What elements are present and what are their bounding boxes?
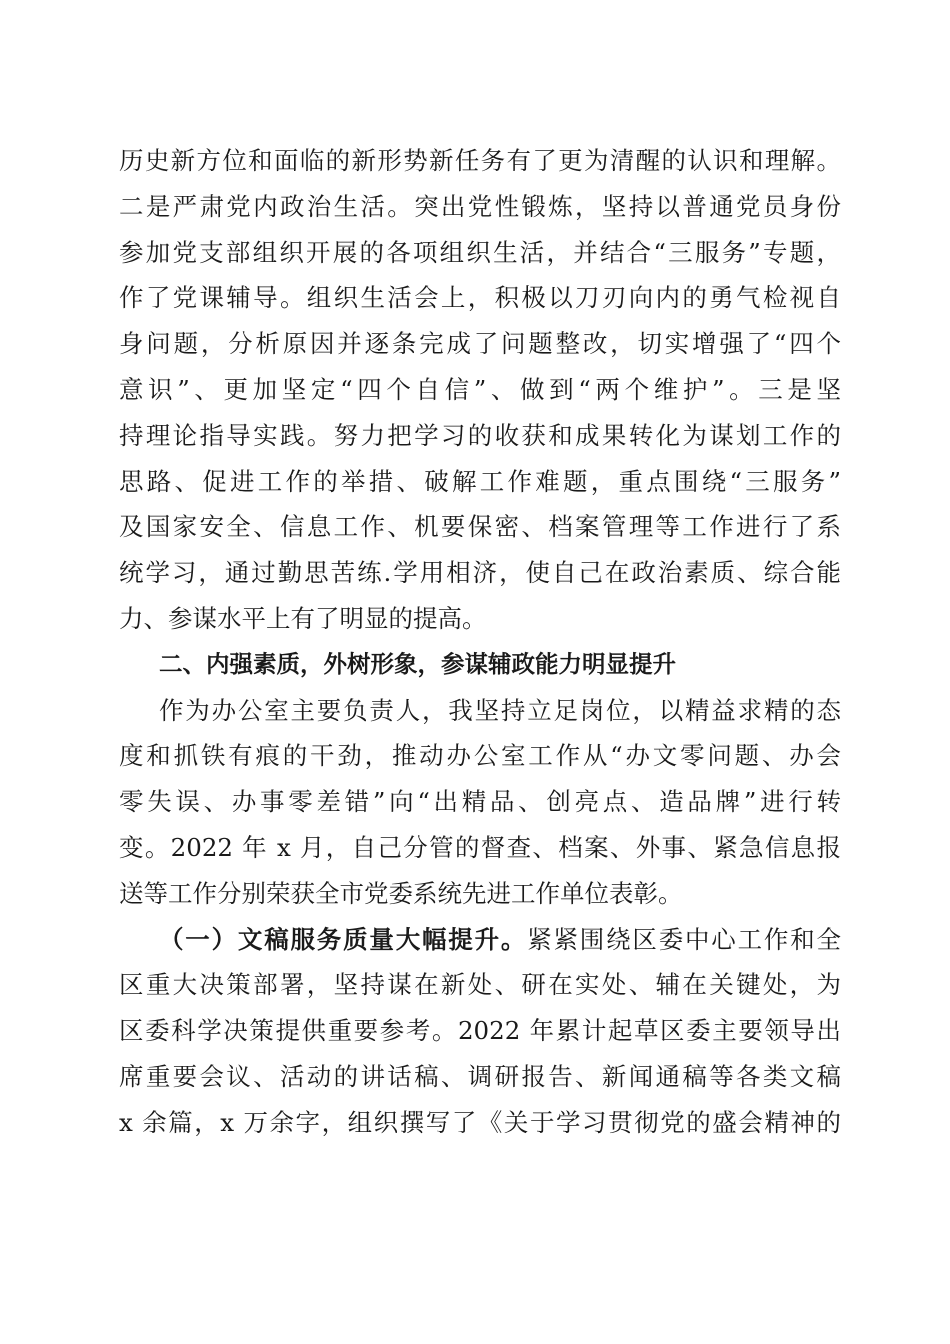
text-line: 零失误、办事零差错”向“出精品、创亮点、造品牌”进行转 — [119, 787, 841, 817]
subsection-lead: （一）文稿服务质量大幅提升。 — [159, 924, 528, 954]
text-line: 度和抓铁有痕的干劲，推动办公室工作从“办文零问题、办会 — [119, 741, 841, 771]
text-line: 变。2022 年 x 月，自己分管的督查、档案、外事、紧急信息报 — [119, 832, 841, 862]
text-line: 送等工作分别荣获全市党委系统先进工作单位表彰。 — [119, 878, 683, 908]
text-line: 意识”、更加坚定“四个自信”、做到“两个维护”。三是坚 — [119, 374, 841, 404]
text-line: 思路、促进工作的举措、破解工作难题，重点围绕“三服务” — [119, 466, 841, 496]
section-heading: 二、内强素质，外树形象，参谋辅政能力明显提升 — [159, 649, 676, 678]
text-line: x 余篇，x 万余字，组织撰写了《关于学习贯彻党的盛会精神的 — [119, 1107, 841, 1137]
text-line: 作了党课辅导。组织生活会上，积极以刀刃向内的勇气检视自 — [119, 283, 841, 313]
text-line: 身问题，分析原因并逐条完成了问题整改，切实增强了“四个 — [119, 329, 841, 359]
text-run: 紧紧围绕区委中心工作和全 — [527, 924, 842, 954]
text-line: 区重大决策部署，坚持谋在新处、研在实处、辅在关键处，为 — [119, 970, 841, 1000]
text-line: 力、参谋水平上有了明显的提高。 — [119, 603, 487, 633]
text-line: 统学习，通过勤思苦练.学用相济，使自己在政治素质、综合能 — [119, 558, 841, 588]
paragraph-office-work — [119, 688, 841, 917]
text-line: 席重要会议、活动的讲话稿、调研报告、新闻通稿等各类文稿 — [119, 1061, 841, 1091]
text-line: 作为办公室主要负责人，我坚持立足岗位，以精益求精的态 — [159, 695, 841, 725]
document-body — [119, 138, 841, 1146]
text-line: 历史新方位和面临的新形势新任务有了更为清醒的认识和理解。 — [119, 146, 841, 175]
text-line: 参加党支部组织开展的各项组织生活，并结合“三服务”专题， — [119, 237, 841, 267]
text-line: 持理论指导实践。努力把学习的收获和成果转化为谋划工作的 — [119, 420, 841, 450]
text-line: 二是严肃党内政治生活。突出党性锻炼，坚持以普通党员身份 — [119, 191, 841, 221]
paragraph-theory-study — [119, 138, 841, 642]
text-line: 区委科学决策提供重要参考。2022 年累计起草区委主要领导出 — [119, 1016, 841, 1046]
text-line — [119, 917, 841, 963]
text-line: 及国家安全、信息工作、机要保密、档案管理等工作进行了系 — [119, 512, 841, 542]
paragraph-drafting-service — [119, 917, 841, 1146]
